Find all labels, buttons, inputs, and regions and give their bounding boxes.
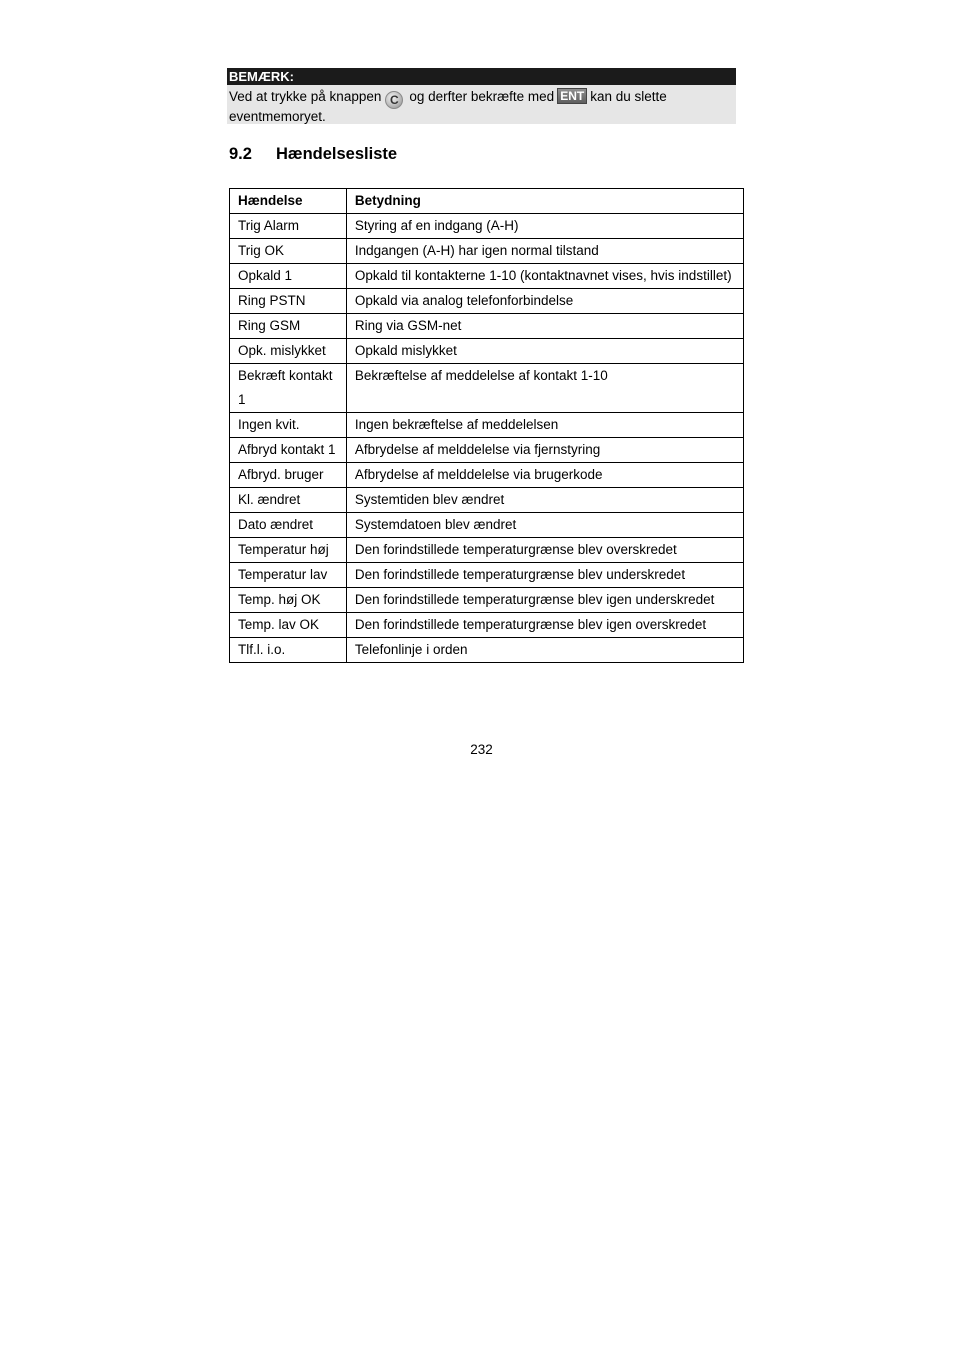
- table-row: [230, 463, 744, 488]
- meaning-cell: Ingen bekræftelse af meddelelsen: [346, 413, 743, 438]
- note-text: [227, 85, 736, 124]
- event-cell: Opkald 1: [230, 264, 347, 289]
- table-row: [230, 488, 744, 513]
- meaning-cell: Opkald mislykket: [346, 339, 743, 364]
- note-title: BEMÆRK:: [227, 68, 736, 85]
- table-row: [230, 214, 744, 239]
- table-row: [230, 563, 744, 588]
- meaning-cell: Bekræftelse af meddelelse af kontakt 1-10: [346, 364, 743, 413]
- meaning-cell: Ring via GSM-net: [346, 314, 743, 339]
- table-row: [230, 264, 744, 289]
- note-text-before: Ved at trykke på knappen: [229, 89, 382, 104]
- meaning-cell: Telefonlinje i orden: [346, 638, 743, 663]
- event-table: [229, 188, 744, 663]
- event-cell: Ring PSTN: [230, 289, 347, 314]
- section-number: 9.2: [229, 145, 252, 163]
- event-cell: Afbryd. bruger: [230, 463, 347, 488]
- event-cell: Ingen kvit.: [230, 413, 347, 438]
- meaning-cell: Opkald til kontakterne 1-10 (kontaktnavnet vises, hvis indstillet): [346, 264, 743, 289]
- meaning-cell: Systemdatoen blev ændret: [346, 513, 743, 538]
- ent-key-icon: ENT: [557, 88, 587, 104]
- column-header-event: Hændelse: [230, 189, 347, 214]
- note-text-middle: og derfter bekræfte med: [409, 89, 555, 104]
- event-cell: Tlf.l. i.o.: [230, 638, 347, 663]
- note-box: [227, 68, 736, 124]
- table-row: [230, 339, 744, 364]
- table-row: [230, 239, 744, 264]
- event-cell: Ring GSM: [230, 314, 347, 339]
- event-cell: Temperatur lav: [230, 563, 347, 588]
- c-key-icon: C: [385, 91, 403, 109]
- table-row: [230, 413, 744, 438]
- event-cell: Trig OK: [230, 239, 347, 264]
- event-cell: Temperatur høj: [230, 538, 347, 563]
- event-cell: Opk. mislykket: [230, 339, 347, 364]
- event-cell: Dato ændret: [230, 513, 347, 538]
- section-heading: [229, 145, 397, 164]
- meaning-cell: Den forindstillede temperaturgrænse blev igen underskredet: [346, 588, 743, 613]
- table-row: [230, 613, 744, 638]
- event-cell: Kl. ændret: [230, 488, 347, 513]
- table-row: [230, 588, 744, 613]
- meaning-cell: Afbrydelse af melddelelse via fjernstyring: [346, 438, 743, 463]
- event-cell: Afbryd kontakt 1: [230, 438, 347, 463]
- meaning-cell: Den forindstillede temperaturgrænse blev overskredet: [346, 538, 743, 563]
- page-number: 232: [470, 742, 493, 757]
- section-title: Hændelsesliste: [276, 145, 398, 163]
- table-row: [230, 438, 744, 463]
- table-row: [230, 364, 744, 413]
- meaning-cell: Systemtiden blev ændret: [346, 488, 743, 513]
- event-cell: Trig Alarm: [230, 214, 347, 239]
- event-cell: Temp. lav OK: [230, 613, 347, 638]
- column-header-meaning: Betydning: [346, 189, 743, 214]
- table-row: [230, 513, 744, 538]
- meaning-cell: Den forindstillede temperaturgrænse blev igen overskredet: [346, 613, 743, 638]
- table-row: [230, 538, 744, 563]
- meaning-cell: Afbrydelse af melddelelse via brugerkode: [346, 463, 743, 488]
- table-row: [230, 289, 744, 314]
- note-text-after: kan du slette eventmemoryet.: [229, 89, 667, 124]
- event-cell: Bekræft kontakt 1: [230, 364, 347, 413]
- meaning-cell: Den forindstillede temperaturgrænse blev underskredet: [346, 563, 743, 588]
- meaning-cell: Styring af en indgang (A-H): [346, 214, 743, 239]
- table-row: [230, 314, 744, 339]
- table-header-row: [230, 189, 744, 214]
- meaning-cell: Opkald via analog telefonforbindelse: [346, 289, 743, 314]
- meaning-cell: Indgangen (A-H) har igen normal tilstand: [346, 239, 743, 264]
- table-row: [230, 638, 744, 663]
- event-cell: Temp. høj OK: [230, 588, 347, 613]
